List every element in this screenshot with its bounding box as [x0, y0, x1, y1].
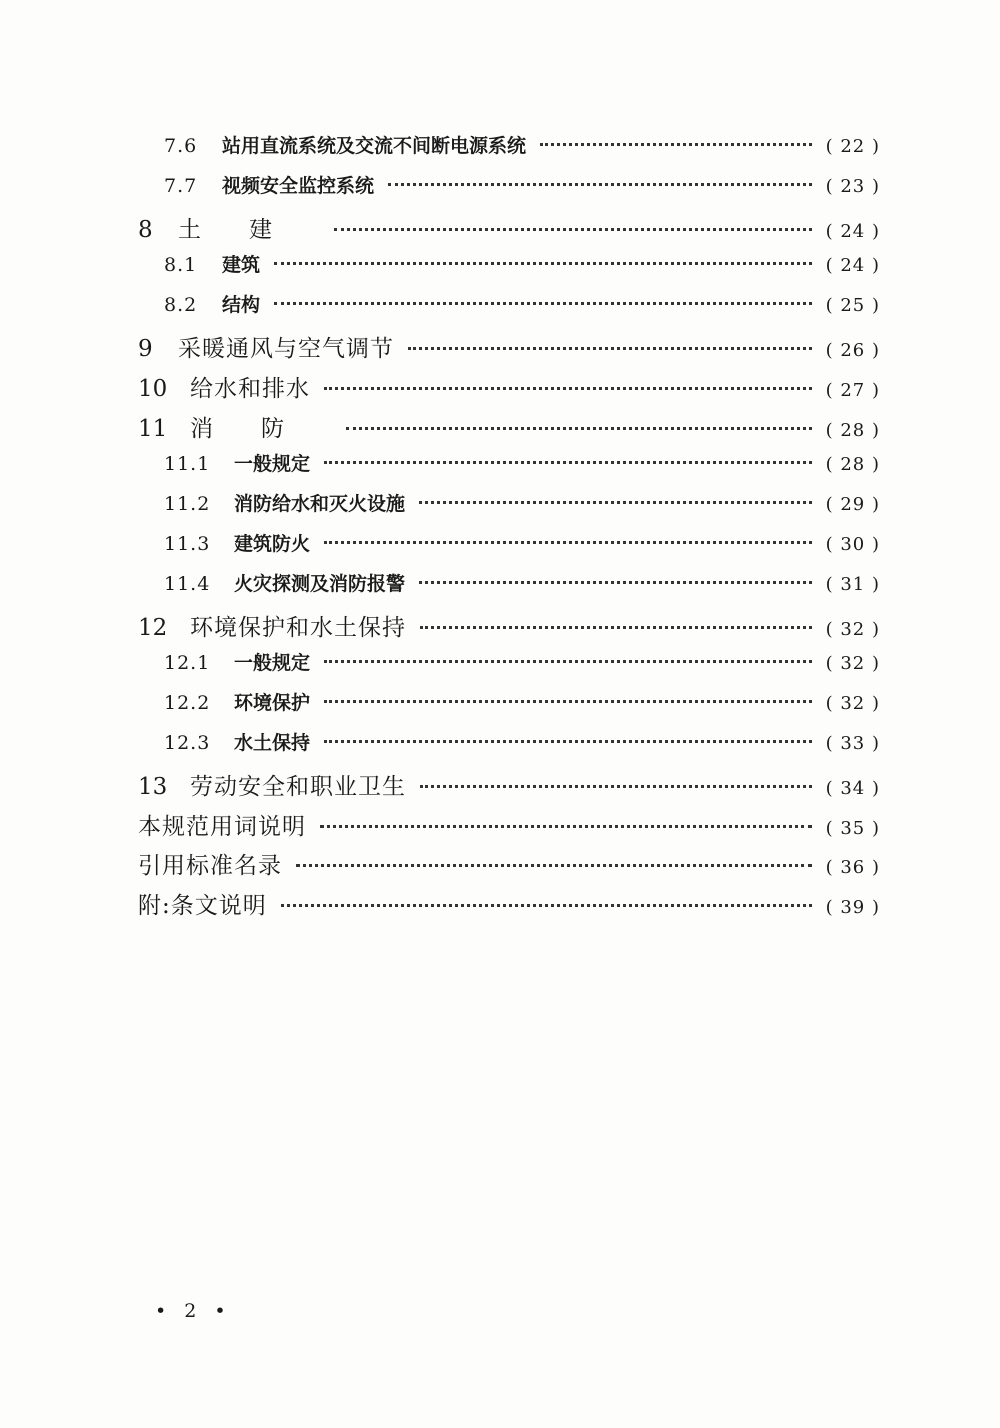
- toc-entry-title: 建筑防火: [234, 532, 311, 555]
- toc-entry-number: 11: [138, 415, 168, 442]
- toc-entry-page: ( 39 ): [825, 897, 880, 919]
- toc-entry[interactable]: [138, 609, 880, 649]
- toc-entry-page: ( 24 ): [825, 255, 880, 277]
- toc-entry[interactable]: [138, 250, 880, 290]
- dot-leader: [419, 501, 812, 504]
- toc-entry-title: 劳动安全和职业卫生: [190, 773, 406, 800]
- dot-leader: [274, 262, 812, 265]
- toc-entry-number: 8.1: [164, 254, 198, 277]
- toc-entry-page: ( 35 ): [825, 817, 880, 839]
- toc-entry[interactable]: [138, 131, 880, 171]
- dot-leader: [419, 581, 812, 584]
- toc-entry-title: 结构: [222, 294, 261, 317]
- toc-entry-page: ( 32 ): [825, 618, 880, 640]
- toc-entry-title: 消防给水和灭火设施: [234, 493, 406, 516]
- dot-leader: [334, 228, 812, 231]
- dot-leader: [420, 626, 812, 629]
- toc-entry-page: ( 24 ): [825, 220, 880, 242]
- toc-entry-page: ( 22 ): [825, 136, 880, 157]
- toc-entry-number: 12: [138, 614, 168, 641]
- dot-leader: [324, 541, 812, 544]
- page-number: • 2 •: [155, 1300, 232, 1322]
- toc-entry[interactable]: [138, 808, 880, 848]
- toc-entry-number: 12.1: [164, 652, 211, 675]
- toc-entry[interactable]: [138, 211, 880, 251]
- toc-entry[interactable]: [138, 847, 880, 887]
- dot-leader: [324, 387, 812, 390]
- toc-entry[interactable]: [138, 728, 880, 768]
- toc-entry-title: 给水和排水: [190, 375, 310, 402]
- toc-entry[interactable]: [138, 688, 880, 728]
- toc-entry[interactable]: [138, 569, 880, 609]
- toc-entry-title: 采暖通风与空气调节: [178, 335, 394, 362]
- dot-leader: [324, 740, 812, 743]
- toc-entry-page: ( 28 ): [825, 419, 880, 441]
- toc-entry-title: 本规范用词说明: [138, 813, 306, 840]
- toc-entry[interactable]: [138, 648, 880, 688]
- toc-entry-number: 13: [138, 773, 168, 800]
- toc-entry[interactable]: [138, 370, 880, 410]
- toc-entry-page: ( 32 ): [825, 653, 880, 675]
- toc-entry-number: 8: [138, 216, 153, 243]
- dot-leader: [408, 347, 812, 350]
- toc-entry-page: ( 31 ): [825, 573, 880, 595]
- toc-entry-page: ( 27 ): [825, 379, 880, 401]
- toc-entry-page: ( 32 ): [825, 693, 880, 715]
- toc-entry[interactable]: [138, 410, 880, 450]
- toc-entry-title: 火灾探测及消防报警: [234, 572, 406, 595]
- dot-leader: [281, 904, 812, 907]
- toc-entry-title: 引用标准名录: [138, 853, 282, 880]
- dot-leader: [420, 785, 812, 788]
- toc-entry-title: 一般规定: [234, 652, 311, 675]
- table-of-contents: [138, 131, 880, 927]
- toc-entry[interactable]: [138, 489, 880, 529]
- toc-entry[interactable]: [138, 290, 880, 330]
- toc-entry-number: 11.4: [164, 572, 211, 595]
- toc-entry-number: 11.1: [164, 453, 211, 476]
- toc-entry-page: ( 30 ): [825, 533, 880, 555]
- toc-entry[interactable]: [138, 449, 880, 489]
- dot-leader: [320, 825, 812, 828]
- toc-entry-title: 视频安全监控系统: [222, 174, 375, 197]
- toc-entry[interactable]: [138, 171, 880, 211]
- dot-leader: [324, 660, 812, 663]
- toc-entry-title: 一般规定: [234, 453, 311, 476]
- toc-entry-title: 消防: [190, 415, 332, 442]
- toc-entry-title: 环境保护和水土保持: [190, 614, 406, 641]
- toc-entry-page: ( 28 ): [825, 454, 880, 476]
- dot-leader: [388, 183, 812, 186]
- toc-entry-title: 环境保护: [234, 692, 311, 715]
- toc-entry-title: 土建: [178, 216, 320, 243]
- toc-entry-page: ( 26 ): [825, 339, 880, 361]
- toc-entry-page: ( 34 ): [825, 777, 880, 799]
- toc-entry-number: 12.2: [164, 692, 211, 715]
- toc-entry-number: 12.3: [164, 731, 211, 754]
- toc-entry-page: ( 25 ): [825, 295, 880, 317]
- toc-entry-number: 10: [138, 375, 168, 402]
- dot-leader: [324, 700, 812, 703]
- toc-entry[interactable]: [138, 529, 880, 569]
- toc-entry[interactable]: [138, 330, 880, 370]
- dot-leader: [274, 302, 812, 305]
- toc-entry-page: ( 33 ): [825, 732, 880, 754]
- toc-entry-page: ( 23 ): [825, 175, 880, 197]
- toc-entry[interactable]: [138, 887, 880, 927]
- toc-entry-title: 建筑: [222, 254, 261, 277]
- dot-leader: [296, 864, 812, 867]
- toc-entry-number: 8.2: [164, 294, 198, 317]
- toc-entry-title: 站用直流系统及交流不间断电源系统: [222, 135, 527, 157]
- toc-entry-title: 水土保持: [234, 731, 311, 754]
- toc-entry-page: ( 29 ): [825, 494, 880, 516]
- toc-entry[interactable]: [138, 768, 880, 808]
- dot-leader: [346, 427, 812, 430]
- toc-entry-number: 7.6: [164, 135, 198, 157]
- dot-leader: [324, 461, 812, 464]
- toc-entry-page: ( 36 ): [825, 857, 880, 879]
- toc-entry-title: 附:条文说明: [138, 893, 267, 920]
- toc-entry-number: 9: [138, 335, 153, 362]
- toc-entry-number: 7.7: [164, 174, 198, 197]
- toc-entry-number: 11.3: [164, 532, 211, 555]
- dot-leader: [540, 143, 812, 146]
- toc-entry-number: 11.2: [164, 493, 211, 516]
